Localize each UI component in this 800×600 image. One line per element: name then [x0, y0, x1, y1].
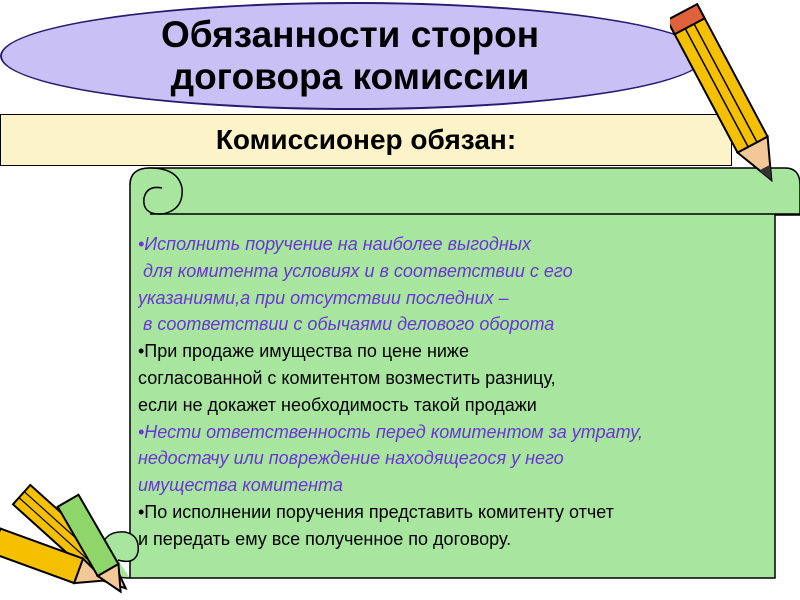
body-line: •Исполнить поручение на наиболее выгодных: [138, 234, 531, 254]
body-line: указаниями,а при отсутствии последних –: [138, 287, 509, 308]
body-line: •Нести ответственность перед комитентом за утрату,: [138, 421, 643, 442]
body-line: имущества комитента: [138, 475, 343, 496]
body-line: в соответствии с обычаями делового оборота: [138, 314, 555, 335]
body-line: и передать ему все полученное по договору.: [138, 528, 512, 549]
title-line-1: Обязанности сторон: [160, 14, 540, 55]
title-line-2: договора комиссии: [170, 56, 530, 97]
pencil-icon: [0, 480, 150, 600]
body-text: [138, 231, 800, 553]
body-line: •По исполнении поручения представить комитенту отчет: [138, 501, 614, 522]
body-line: для комитента условиях и в соответствии с его: [138, 260, 573, 281]
body-line: •При продаже имущества по цене ниже: [138, 341, 469, 362]
subtitle: Комиссионер обязан:: [215, 124, 517, 155]
body-line: недостачу или повреждение находящегося у него: [138, 448, 564, 469]
pencil-icon: [670, 0, 790, 200]
body-line: согласованной с комитентом возместить разницу,: [138, 367, 556, 388]
body-line: если не докажет необходимость такой продажи: [138, 394, 537, 415]
